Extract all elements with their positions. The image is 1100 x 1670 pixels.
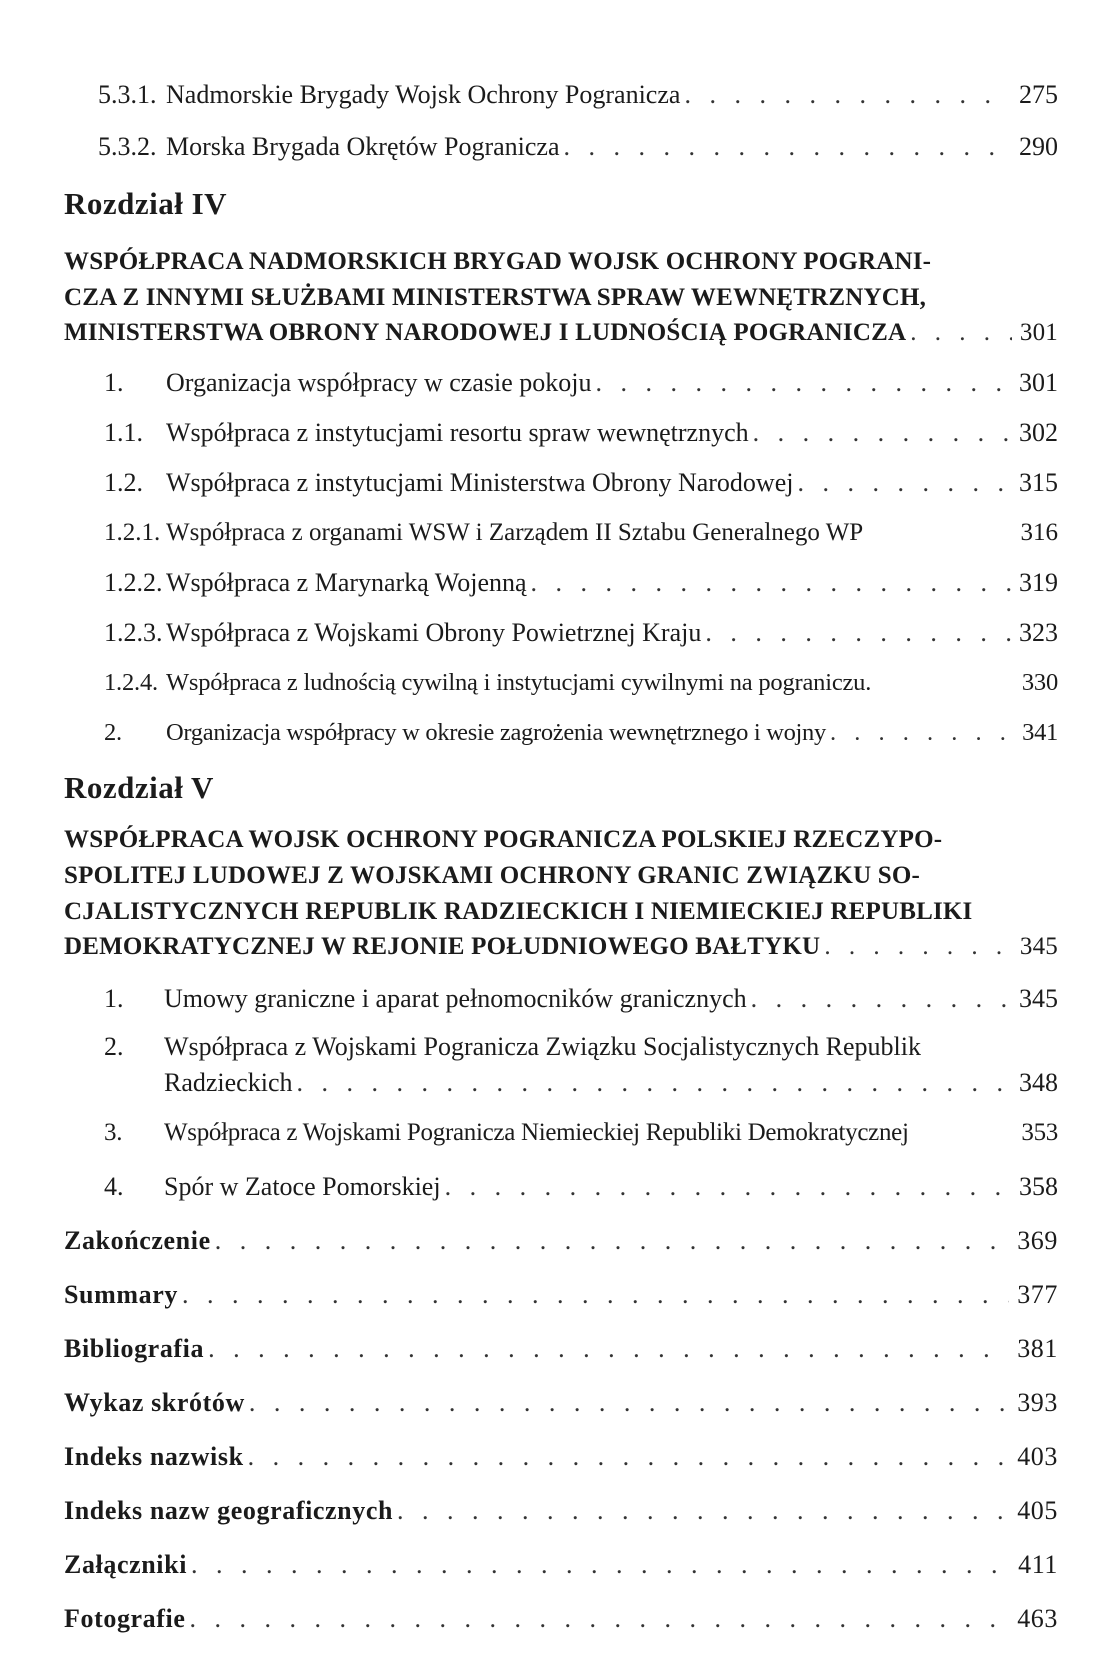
entry-page: 463 [1017,1604,1058,1633]
toc-entry-iv-1-1[interactable] [104,416,1058,450]
entry-title: Fotografie [64,1604,186,1633]
entry-page: 275 [1019,80,1058,109]
toc-entry-v-3[interactable] [104,1116,1058,1150]
chapter-title-line: CJALISTYCZNYCH REPUBLIK RADZIECKICH I NIEMIECKIEJ REPUBLIKI [64,898,973,925]
chapter-title-line: MINISTERSTWA OBRONY NARODOWEJ I LUDNOŚCIĄ POGRANICZA [64,319,907,346]
entry-title: Nadmorskie Brygady Wojsk Ochrony Pogranicza [166,80,681,109]
entry-number: 1.2.2. [104,568,163,597]
entry-title: Współpraca z Wojskami Obrony Powietrznej Kraju [166,618,702,647]
toc-entry-zakonczenie[interactable] [64,1224,1058,1258]
entry-page: 358 [1019,1172,1058,1201]
entry-page: 290 [1019,132,1058,161]
entry-title: Współpraca z ludnością cywilną i instytucjami cywilnymi na pograniczu. [166,669,872,696]
chapter-title-iv[interactable] [64,244,1068,316]
toc-entry-wykaz-skrotow[interactable] [64,1386,1058,1420]
dot-leader [190,1602,1010,1636]
entry-title: Organizacja współpracy w okresie zagrożenia wewnętrznego i wojny [166,719,826,746]
entry-title: Załączniki [64,1550,188,1579]
entry-page: 301 [1019,368,1058,397]
entry-title: Współpraca z instytucjami resortu spraw wewnętrznych [166,418,749,447]
entry-page: 316 [1020,519,1058,546]
entry-title: Współpraca z Marynarką Wojenną [166,568,527,597]
entry-page: 302 [1019,418,1058,447]
toc-entry-indeks-nazwisk[interactable] [64,1440,1058,1474]
chapter-title-v-last-line[interactable] [64,930,1058,964]
entry-page: 403 [1017,1442,1058,1471]
entry-title: Wykaz skrótów [64,1388,245,1417]
entry-number: 1. [104,368,124,397]
dot-leader [830,716,1014,750]
toc-entry-iv-1[interactable] [104,366,1058,400]
entry-title: Indeks nazwisk [64,1442,244,1471]
toc-entry-iv-1-2-4[interactable] [104,666,1058,700]
chapter-title-line: CZA Z INNYMI SŁUŻBAMI MINISTERSTWA SPRAW WEWNĘTRZNYCH, [64,284,927,311]
entry-title: Współpraca z Wojskami Pogranicza Związku Socjalistycznych Republik [164,1032,921,1061]
toc-entry-summary[interactable] [64,1278,1058,1312]
entry-page: 348 [1019,1068,1058,1097]
toc-entry-fotografie[interactable] [64,1602,1058,1636]
entry-number: 1.2.4. [104,669,158,696]
dot-leader [595,366,1011,400]
chapter-title-line: SPOLITEJ LUDOWEJ Z WOJSKAMI OCHRONY GRANIC ZWIĄZKU SO- [64,862,921,889]
entry-title: Zakończenie [64,1226,211,1255]
toc-entry-v-2-line2[interactable] [164,1066,1058,1100]
toc-entry-v-4[interactable] [104,1170,1058,1204]
entry-number: 2. [104,1032,124,1061]
entry-number: 1. [104,984,124,1013]
entry-number: 3. [104,1119,123,1146]
toc-entry-iv-1-2[interactable] [104,466,1058,500]
chapter-title-v[interactable] [64,822,1068,930]
toc-entry-bibliografia[interactable] [64,1332,1058,1366]
entry-number: 5.3.2. [98,132,157,161]
entry-page: 353 [1021,1119,1058,1146]
entry-page: 411 [1018,1550,1058,1579]
dot-leader [397,1494,1009,1528]
entry-number: 1.2.1. [104,519,161,546]
entry-number: 4. [104,1172,124,1201]
entry-number: 5.3.1. [98,80,157,109]
entry-page: 315 [1019,468,1058,497]
entry-page: 377 [1017,1280,1058,1309]
entry-page: 345 [1019,984,1058,1013]
toc-entry-iv-1-2-2[interactable] [104,566,1058,600]
toc-entry-zalaczniki[interactable] [64,1548,1058,1582]
entry-page: 319 [1019,568,1058,597]
dot-leader [248,1440,1010,1474]
dot-leader [215,1224,1009,1258]
dot-leader [797,466,1011,500]
chapter-title-line: WSPÓŁPRACA WOJSK OCHRONY POGRANICZA POLSKIEJ RZECZYPO- [64,826,943,853]
entry-page: 381 [1017,1334,1058,1363]
entry-title: Summary [64,1280,178,1309]
toc-entry-v-2-line1[interactable] [104,1030,1058,1064]
toc-entry-5-3-2[interactable] [98,130,1058,164]
entry-title: Spór w Zatoce Pomorskiej [164,1172,441,1201]
toc-entry-5-3-1[interactable] [98,78,1058,112]
entry-page: 323 [1019,618,1058,647]
entry-number: 2. [104,719,122,746]
entry-page: 345 [1019,933,1058,960]
entry-page: 405 [1017,1496,1058,1525]
dot-leader [753,416,1011,450]
entry-title: Współpraca z instytucjami Ministerstwa Obrony Narodowej [166,468,794,497]
dot-leader [191,1548,1010,1582]
entry-title: Indeks nazw geograficznych [64,1496,394,1525]
entry-title: Współpraca z Wojskami Pogranicza Niemieckiej Republiki Demokratycznej [164,1119,909,1146]
entry-page: 341 [1022,719,1058,746]
entry-page: 393 [1017,1388,1058,1417]
dot-leader [751,982,1011,1016]
chapter-heading-v: Rozdział V [64,770,214,805]
entry-page: 369 [1017,1226,1058,1255]
chapter-heading-iv: Rozdział IV [64,186,228,221]
chapter-title-line: DEMOKRATYCZNEJ W REJONIE POŁUDNIOWEGO BAŁTYKU [64,933,821,960]
entry-title: Umowy graniczne i aparat pełnomocników granicznych [164,984,747,1013]
toc-entry-iv-2[interactable] [104,716,1058,750]
entry-title: Organizacja współpracy w czasie pokoju [166,368,592,397]
dot-leader [910,316,1012,350]
entry-number: 1.2.3. [104,618,163,647]
dot-leader [445,1170,1011,1204]
entry-title: Morska Brygada Okrętów Pogranicza [166,132,560,161]
chapter-title-iv-last-line[interactable] [64,316,1058,350]
toc-entry-iv-1-2-3[interactable] [104,616,1058,650]
dot-leader [208,1332,1009,1366]
toc-entry-iv-1-2-1[interactable] [104,516,1058,550]
entry-page: 330 [1021,669,1058,696]
toc-entry-v-1[interactable] [104,982,1058,1016]
dot-leader [705,616,1011,650]
toc-entry-indeks-nazw-geograficznych[interactable] [64,1494,1058,1528]
dot-leader [824,930,1012,964]
dot-leader [531,566,1011,600]
dot-leader [684,78,1011,112]
dot-leader [297,1066,1012,1100]
dot-leader [249,1386,1009,1420]
entry-number: 1.1. [104,418,143,447]
entry-number: 1.2. [104,468,143,497]
entry-title: Bibliografia [64,1334,205,1363]
entry-title-continuation: Radzieckich [164,1068,293,1097]
chapter-title-line: WSPÓŁPRACA NADMORSKICH BRYGAD WOJSK OCHRONY POGRANI- [64,248,932,275]
dot-leader [564,130,1012,164]
entry-page: 301 [1019,319,1058,346]
entry-title: Współpraca z organami WSW i Zarządem II Sztabu Generalnego WP [166,519,864,546]
dot-leader [182,1278,1009,1312]
